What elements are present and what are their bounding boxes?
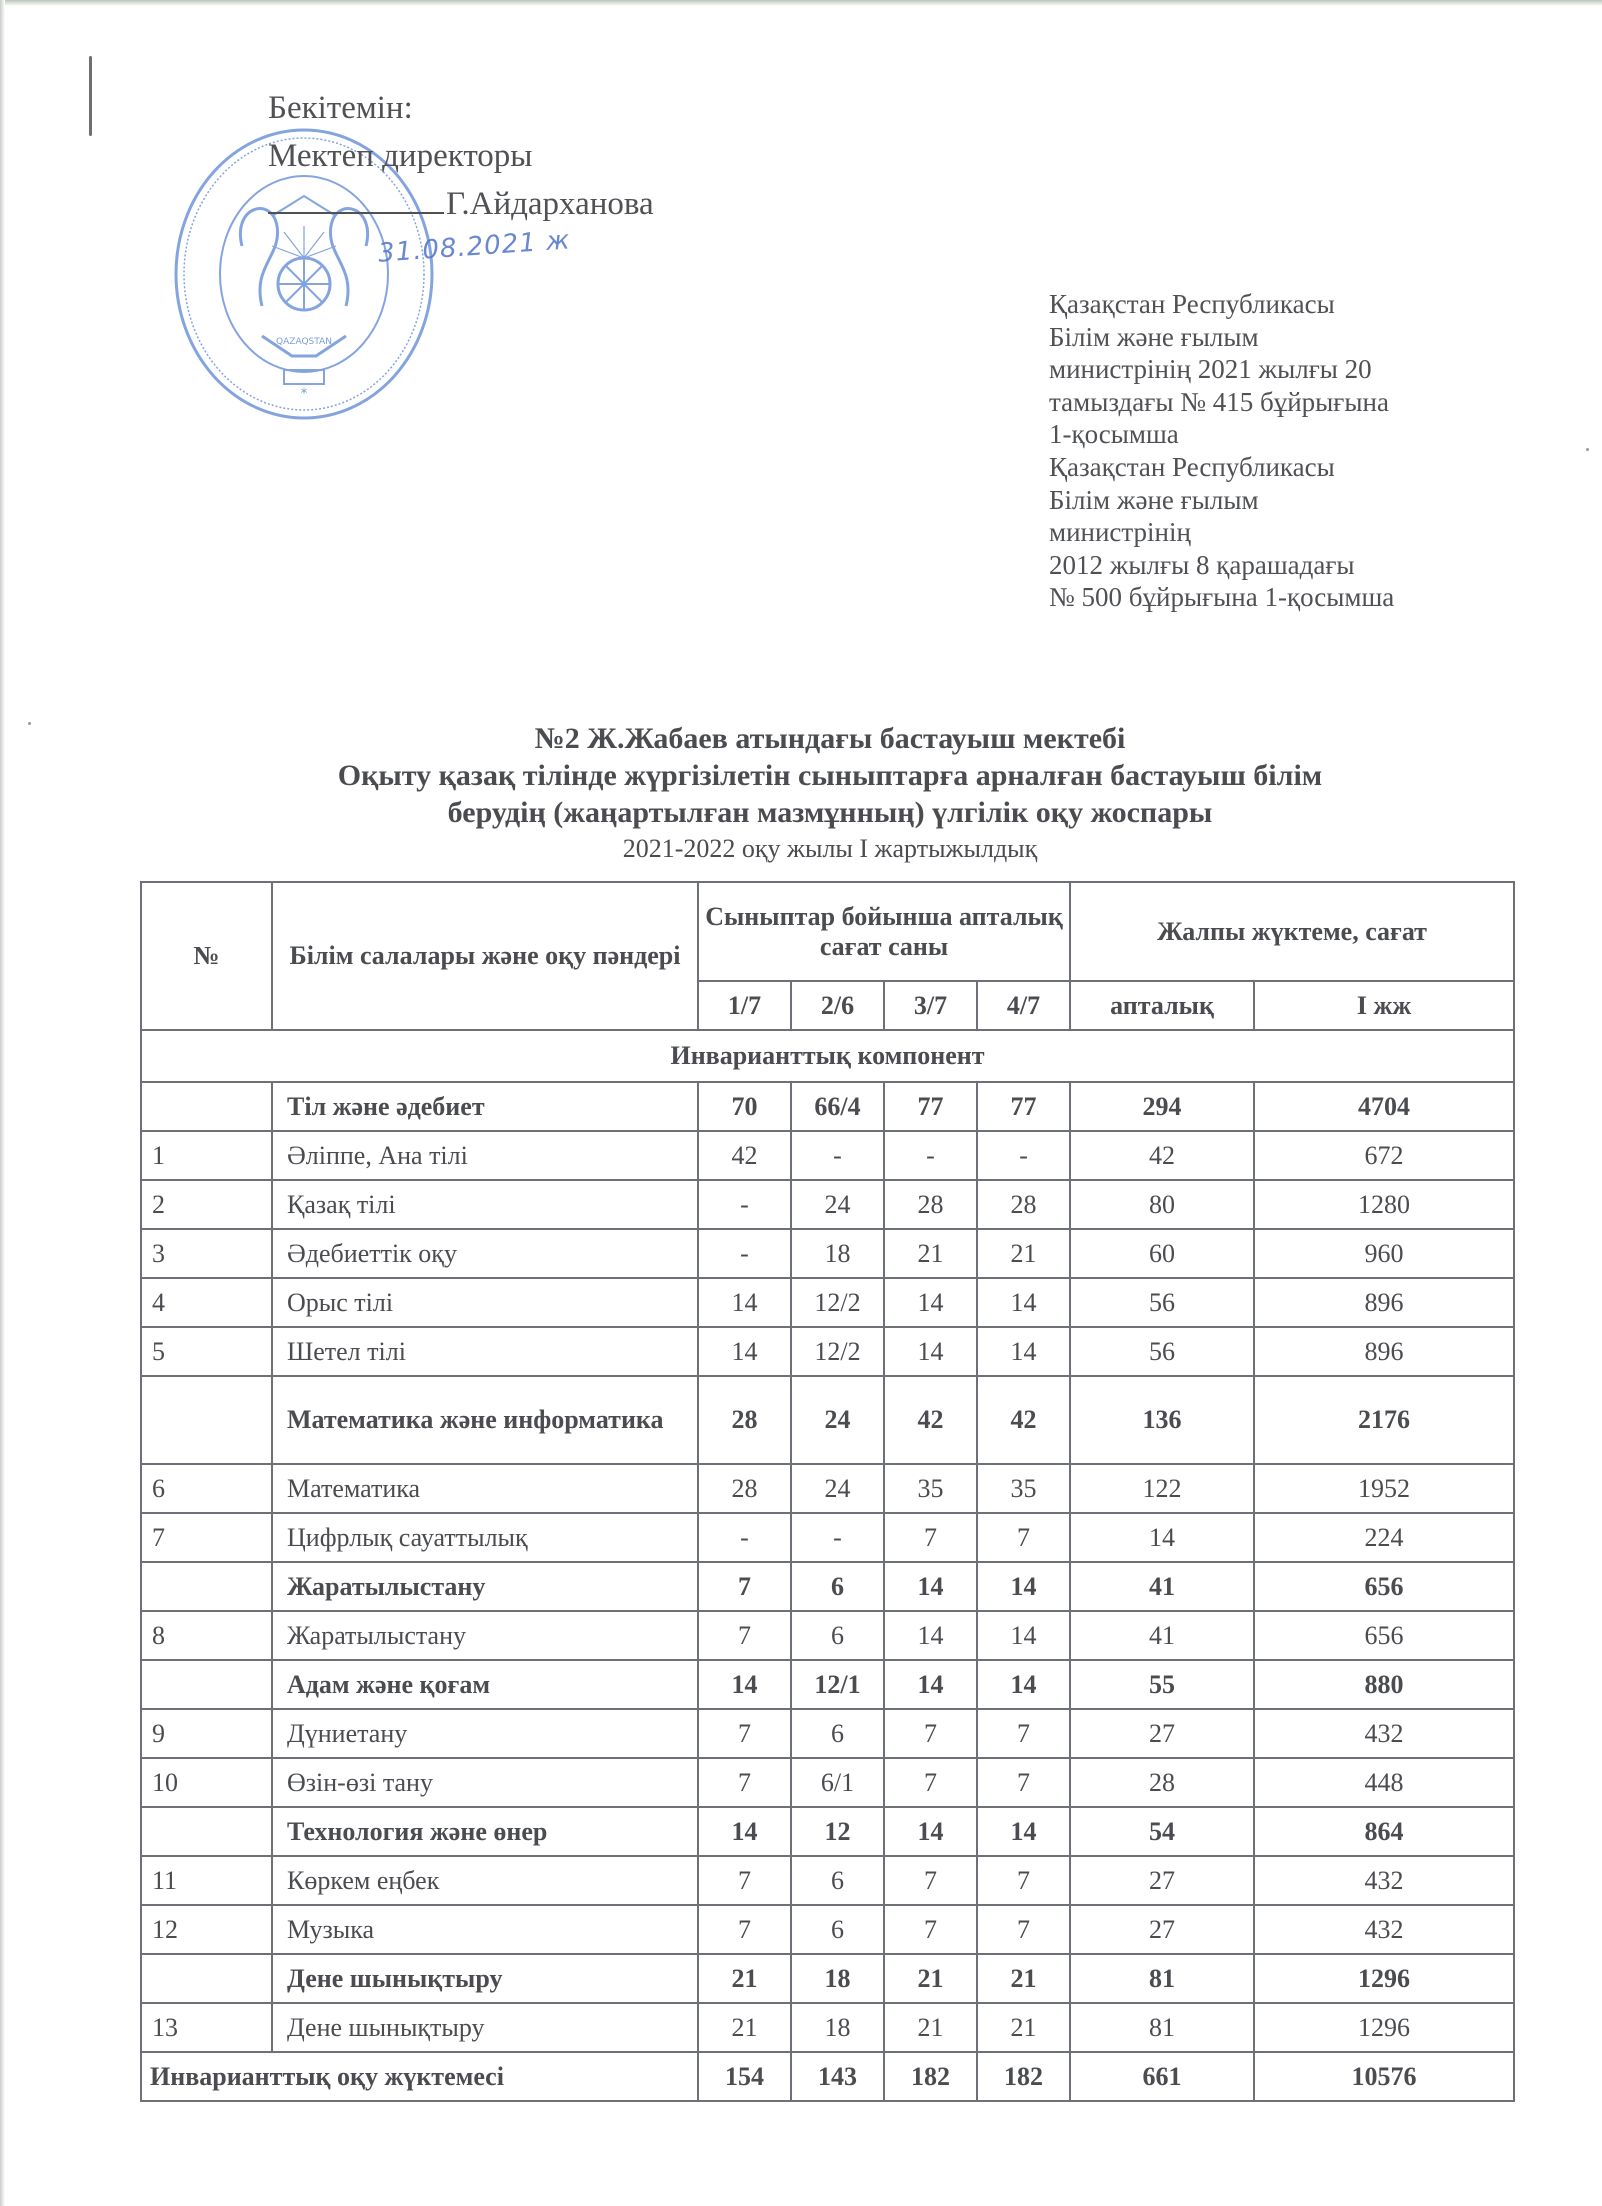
subject-name: Цифрлық сауаттылық [272,1513,698,1562]
row-number [141,1660,272,1709]
cell-g4: 7 [977,1905,1070,1954]
section-name: Тіл және әдебиет [272,1082,698,1131]
cell-g3: 21 [884,1229,977,1278]
subject-row [141,1758,1514,1807]
cell-weekly: 294 [1070,1082,1254,1131]
row-number: 3 [141,1229,272,1278]
svg-text:QAZAQSTAN: QAZAQSTAN [276,337,332,347]
cell-g1: 7 [698,1905,791,1954]
scan-speck [28,722,31,725]
subject-row [141,1327,1514,1376]
subject-row [141,1464,1514,1513]
cell-g4: 14 [977,1660,1070,1709]
subject-row [141,1131,1514,1180]
section-row [141,1562,1514,1611]
subject-row [141,1611,1514,1660]
subject-row [141,1513,1514,1562]
director-signature [268,180,654,228]
cell-semester: 896 [1254,1278,1514,1327]
cell-semester: 1296 [1254,2003,1514,2052]
cell-g3: 21 [884,1954,977,2003]
row-number [141,1376,272,1464]
cell-g3: 14 [884,1611,977,1660]
plan-title-line: Оқыту қазақ тілінде жүргізілетін сыныптарға арналған бастауыш білім [337,759,1323,792]
cell-g2: 18 [791,2003,884,2052]
cell-g4: 21 [977,1954,1070,2003]
decree-line: тамыздағы № 415 бұйрығына [1049,386,1389,417]
header-grade: 3/7 [884,981,977,1030]
svg-text:*: * [300,386,308,402]
cell-weekly: 122 [1070,1464,1254,1513]
cell-g2: 66/4 [791,1082,884,1131]
cell-g4: 14 [977,1611,1070,1660]
cell-semester: 656 [1254,1562,1514,1611]
cell-weekly: 41 [1070,1562,1254,1611]
header-grade: 2/6 [791,981,884,1030]
cell-g2: 24 [791,1180,884,1229]
cell-g1: - [698,1229,791,1278]
cell-semester: 4704 [1254,1082,1514,1131]
scan-edge [0,0,5,2206]
cell-semester: 864 [1254,1807,1514,1856]
row-number: 10 [141,1758,272,1807]
subject-row [141,1180,1514,1229]
decree-line: 1-қосымша [1049,419,1179,450]
subject-row [141,1905,1514,1954]
cell-g2: - [791,1513,884,1562]
cell-g1: 21 [698,2003,791,2052]
total-weekly: 661 [1070,2052,1254,2101]
cell-g4: 21 [977,1229,1070,1278]
cell-semester: 432 [1254,1709,1514,1758]
cell-g1: 7 [698,1856,791,1905]
row-number: 2 [141,1180,272,1229]
cell-g1: 14 [698,1327,791,1376]
approval-label: Бекітемін: [268,90,413,126]
school-name: №2 Ж.Жабаев атындағы бастауыш мектебі [534,722,1126,755]
cell-g1: - [698,1180,791,1229]
cell-semester: 2176 [1254,1376,1514,1464]
cell-semester: 448 [1254,1758,1514,1807]
subject-name: Музыка [272,1905,698,1954]
subject-name: Әліппе, Ана тілі [272,1131,698,1180]
cell-g4: 7 [977,1758,1070,1807]
subject-name: Математика [272,1464,698,1513]
cell-weekly: 42 [1070,1131,1254,1180]
cell-g1: 21 [698,1954,791,2003]
cell-g3: 28 [884,1180,977,1229]
cell-g3: 35 [884,1464,977,1513]
cell-g4: - [977,1131,1070,1180]
subject-name: Қазақ тілі [272,1180,698,1229]
cell-g3: 7 [884,1513,977,1562]
cell-weekly: 27 [1070,1856,1254,1905]
cell-semester: 896 [1254,1327,1514,1376]
section-row [141,1954,1514,2003]
cell-g2: 24 [791,1376,884,1464]
cell-g2: 6 [791,1709,884,1758]
cell-g4: 14 [977,1327,1070,1376]
header-weekly-hours-group: Сыныптар бойынша апталық сағат саны [698,882,1070,981]
total-g1: 154 [698,2052,791,2101]
cell-semester: 672 [1254,1131,1514,1180]
cell-g3: 77 [884,1082,977,1131]
cell-g1: 7 [698,1709,791,1758]
decree-line: Қазақстан Республикасы [1049,451,1335,482]
row-number: 6 [141,1464,272,1513]
cell-semester: 432 [1254,1856,1514,1905]
cell-g1: 14 [698,1807,791,1856]
section-name: Адам және қоғам [272,1660,698,1709]
cell-g2: 12/2 [791,1327,884,1376]
subject-name: Дүниетану [272,1709,698,1758]
subject-row [141,1856,1514,1905]
cell-g3: 14 [884,1278,977,1327]
cell-g1: 14 [698,1660,791,1709]
decree-line: Білім және ғылым [1049,321,1259,352]
decree-line: 2012 жылғы 8 қарашадағы [1049,549,1355,580]
decree-reference [1049,288,1394,614]
header-subject: Білім салалары және оқу пәндері [272,882,698,1030]
cell-g2: 12/1 [791,1660,884,1709]
row-number: 13 [141,2003,272,2052]
cell-g4: 35 [977,1464,1070,1513]
cell-g3: 21 [884,2003,977,2052]
cell-g4: 7 [977,1513,1070,1562]
cell-semester: 432 [1254,1905,1514,1954]
total-g4: 182 [977,2052,1070,2101]
section-name: Дене шынықтыру [272,1954,698,2003]
header-semester: І жж [1254,981,1514,1030]
cell-g4: 21 [977,2003,1070,2052]
cell-weekly: 80 [1070,1180,1254,1229]
subject-row [141,1278,1514,1327]
header-weekly: апталық [1070,981,1254,1030]
decree-line: министрінің 2021 жылғы 20 [1049,354,1372,385]
director-name: Г.Айдарханова [446,186,654,222]
margin-mark [89,56,92,136]
cell-semester: 1280 [1254,1180,1514,1229]
cell-semester: 224 [1254,1513,1514,1562]
decree-line: министрінің [1049,517,1191,548]
plan-title-line: берудің (жаңартылған мазмұнның) үлгілік оқу жоспары [447,796,1213,829]
cell-weekly: 27 [1070,1905,1254,1954]
cell-g4: 14 [977,1562,1070,1611]
cell-g2: 24 [791,1464,884,1513]
section-name: Математика және информатика [272,1376,698,1464]
cell-weekly: 60 [1070,1229,1254,1278]
cell-g2: 6 [791,1611,884,1660]
cell-g1: 28 [698,1464,791,1513]
row-number: 12 [141,1905,272,1954]
cell-semester: 1952 [1254,1464,1514,1513]
cell-g4: 14 [977,1807,1070,1856]
row-number: 7 [141,1513,272,1562]
cell-g2: 18 [791,1229,884,1278]
cell-g1: 70 [698,1082,791,1131]
subject-row [141,2003,1514,2052]
cell-g1: 28 [698,1376,791,1464]
cell-g3: 14 [884,1660,977,1709]
cell-semester: 1296 [1254,1954,1514,2003]
subject-name: Жаратылыстану [272,1611,698,1660]
cell-g1: 14 [698,1278,791,1327]
cell-g3: 7 [884,1709,977,1758]
decree-line: № 500 бұйрығына 1-қосымша [1049,582,1395,613]
header-total-load-group: Жалпы жүктеме, сағат [1070,882,1514,981]
cell-g2: 12/2 [791,1278,884,1327]
cell-weekly: 136 [1070,1376,1254,1464]
section-name: Технология және өнер [272,1807,698,1856]
cell-weekly: 56 [1070,1278,1254,1327]
cell-weekly: 41 [1070,1611,1254,1660]
row-number [141,1954,272,2003]
cell-g3: 7 [884,1758,977,1807]
cell-g1: 7 [698,1758,791,1807]
cell-g2: 18 [791,1954,884,2003]
row-number: 5 [141,1327,272,1376]
cell-semester: 656 [1254,1611,1514,1660]
document-title [130,720,1530,831]
section-row [141,1082,1514,1131]
row-number [141,1562,272,1611]
row-number: 4 [141,1278,272,1327]
scan-edge [0,0,1602,6]
cell-g3: - [884,1131,977,1180]
cell-g4: 28 [977,1180,1070,1229]
academic-period: 2021-2022 оқу жылы І жартыжылдық [622,834,1038,863]
curriculum-table [140,881,1515,2102]
cell-weekly: 54 [1070,1807,1254,1856]
subject-name: Көркем еңбек [272,1856,698,1905]
total-row [141,2052,1514,2101]
section-row [141,1376,1514,1464]
cell-g3: 7 [884,1905,977,1954]
subject-row [141,1709,1514,1758]
section-row [141,1807,1514,1856]
subject-name: Өзін-өзі тану [272,1758,698,1807]
cell-weekly: 14 [1070,1513,1254,1562]
cell-g1: 7 [698,1562,791,1611]
cell-weekly: 27 [1070,1709,1254,1758]
row-number [141,1082,272,1131]
cell-g4: 77 [977,1082,1070,1131]
cell-g2: - [791,1131,884,1180]
subject-name: Орыс тілі [272,1278,698,1327]
subject-name: Шетел тілі [272,1327,698,1376]
director-title: Мектеп директоры [268,138,533,174]
approval-block [268,84,654,228]
cell-g4: 7 [977,1709,1070,1758]
subject-row [141,1229,1514,1278]
cell-g3: 14 [884,1562,977,1611]
cell-g1: 7 [698,1611,791,1660]
cell-semester: 880 [1254,1660,1514,1709]
decree-line: Білім және ғылым [1049,484,1259,515]
cell-weekly: 81 [1070,1954,1254,2003]
component-label: Инварианттық компонент [141,1030,1514,1082]
header-number: № [141,882,272,1030]
total-g3: 182 [884,2052,977,2101]
cell-semester: 960 [1254,1229,1514,1278]
cell-g2: 6/1 [791,1758,884,1807]
signature-line [268,186,444,214]
row-number: 9 [141,1709,272,1758]
total-semester: 10576 [1254,2052,1514,2101]
cell-weekly: 55 [1070,1660,1254,1709]
row-number: 1 [141,1131,272,1180]
total-label: Инварианттық оқу жүктемесі [141,2052,698,2101]
cell-weekly: 81 [1070,2003,1254,2052]
cell-g3: 14 [884,1807,977,1856]
cell-g1: 42 [698,1131,791,1180]
cell-g2: 6 [791,1562,884,1611]
cell-g3: 7 [884,1856,977,1905]
header-grade: 1/7 [698,981,791,1030]
cell-g3: 14 [884,1327,977,1376]
decree-line: Қазақстан Республикасы [1049,289,1335,319]
cell-g4: 42 [977,1376,1070,1464]
cell-g4: 7 [977,1856,1070,1905]
cell-g2: 6 [791,1856,884,1905]
row-number: 8 [141,1611,272,1660]
section-name: Жаратылыстану [272,1562,698,1611]
cell-g1: - [698,1513,791,1562]
subject-name: Дене шынықтыру [272,2003,698,2052]
header-grade: 4/7 [977,981,1070,1030]
cell-weekly: 28 [1070,1758,1254,1807]
row-number: 11 [141,1856,272,1905]
row-number [141,1807,272,1856]
cell-weekly: 56 [1070,1327,1254,1376]
cell-g2: 12 [791,1807,884,1856]
cell-g2: 6 [791,1905,884,1954]
scan-speck [1586,448,1589,451]
cell-g3: 42 [884,1376,977,1464]
subject-name: Әдебиеттік оқу [272,1229,698,1278]
cell-g4: 14 [977,1278,1070,1327]
total-g2: 143 [791,2052,884,2101]
handwritten-date: 31.08.2021 ж [377,225,572,269]
section-row [141,1660,1514,1709]
